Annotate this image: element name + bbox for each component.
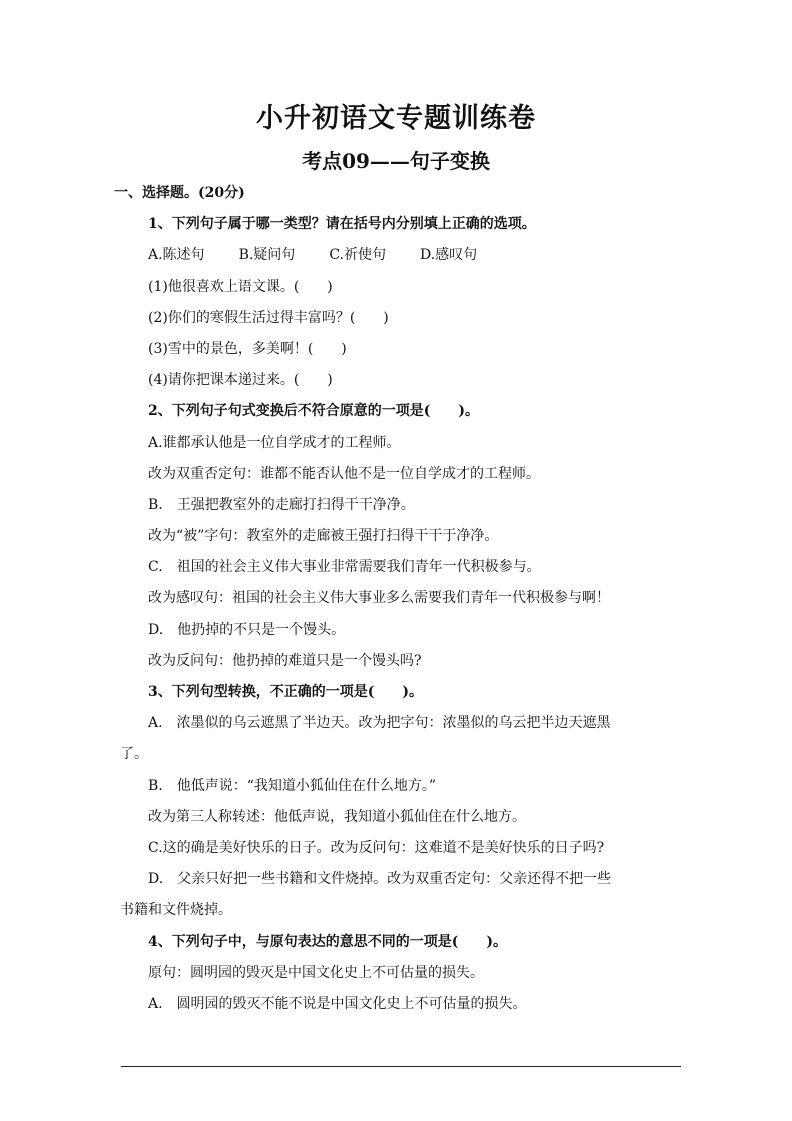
- question-1-item-3: (3)雪中的景色，多美啊！( ): [148, 340, 347, 357]
- option-a: A.陈述句: [148, 247, 205, 264]
- question-3-option-d-cont: 书籍和文件烧掉。: [120, 902, 232, 919]
- question-2-line: 改为双重否定句：谁都不能否认他不是一位自学成才的工程师。: [148, 465, 540, 482]
- page-subtitle: 考点09——句子变换: [302, 149, 490, 173]
- section-heading: 一、选择题。(20分): [114, 185, 245, 201]
- question-3-option-a: A. 浓墨似的乌云遮黑了半边天。改为把字句：浓墨似的乌云把半边天遮黑: [148, 715, 611, 732]
- option-b: B.疑问句: [238, 247, 296, 264]
- question-1-item-1: (1)他很喜欢上语文课。( ): [148, 278, 333, 295]
- question-3-option-c: C.这的确是美好快乐的日子。改为反问句：这难道不是美好快乐的日子吗?: [148, 839, 605, 856]
- page-title: 小升初语文专题训练卷: [256, 103, 536, 134]
- question-3-option-a-cont: 了。: [120, 746, 148, 763]
- question-2-line: B. 王强把教室外的走廊打扫得干干净净。: [148, 496, 415, 513]
- question-2-line: D. 他扔掉的不只是一个馒头。: [148, 621, 346, 638]
- question-1-item-4: (4)请你把课本递过来。( ): [148, 372, 333, 389]
- question-2-line: C. 祖国的社会主义伟大事业非常需要我们青年一代积极参与。: [148, 559, 541, 576]
- exam-content: [114, 178, 680, 1020]
- question-2-prompt: 2、下列句子句式变换后不符合原意的一项是( )。: [148, 403, 479, 420]
- question-2-line: 改为反问句：他扔掉的难道只是一个馒头吗?: [148, 652, 422, 669]
- question-4-option-a: A. 圆明园的毁灭不能不说是中国文化史上不可估量的损失。: [148, 995, 527, 1012]
- option-d: D.感叹句: [419, 247, 478, 264]
- question-2-line: 改为感叹句：祖国的社会主义伟大事业多么需要我们青年一代积极参与啊！: [148, 590, 610, 607]
- question-4-prompt: 4、下列句子中，与原句表达的意思不同的一项是( )。: [148, 933, 507, 950]
- question-2-line: 改为“被”字句：教室外的走廊被王强打扫得干干于净净。: [148, 528, 499, 545]
- question-3-option-b-conv: 改为第三人称转述：他低声说，我知道小狐仙住在什么地方。: [148, 808, 526, 825]
- question-4-original: 原句：圆明园的毁灭是中国文化史上不可估量的损失。: [148, 964, 484, 981]
- footer-divider: [121, 1066, 681, 1067]
- option-c: C.祈使句: [329, 247, 386, 264]
- question-2-line: A.谁都承认他是一位自学成才的工程师。: [148, 434, 401, 451]
- question-1-item-2: (2)你们的寒假生活过得丰富吗？( ): [148, 309, 389, 326]
- question-1-options: [120, 240, 680, 271]
- question-3-prompt: 3、下列句型转换，不正确的一项是( )。: [148, 684, 423, 700]
- question-3-option-d: D. 父亲只好把一些书籍和文件烧掉。改为双重否定句：父亲还得不把一些: [148, 871, 612, 888]
- question-3-option-b: B. 他低声说：“我知道小狐仙住在什么地方。”: [148, 777, 437, 794]
- question-1-prompt: 1、下列句子属于哪一类型？请在括号内分别填上正确的选项。: [148, 216, 536, 233]
